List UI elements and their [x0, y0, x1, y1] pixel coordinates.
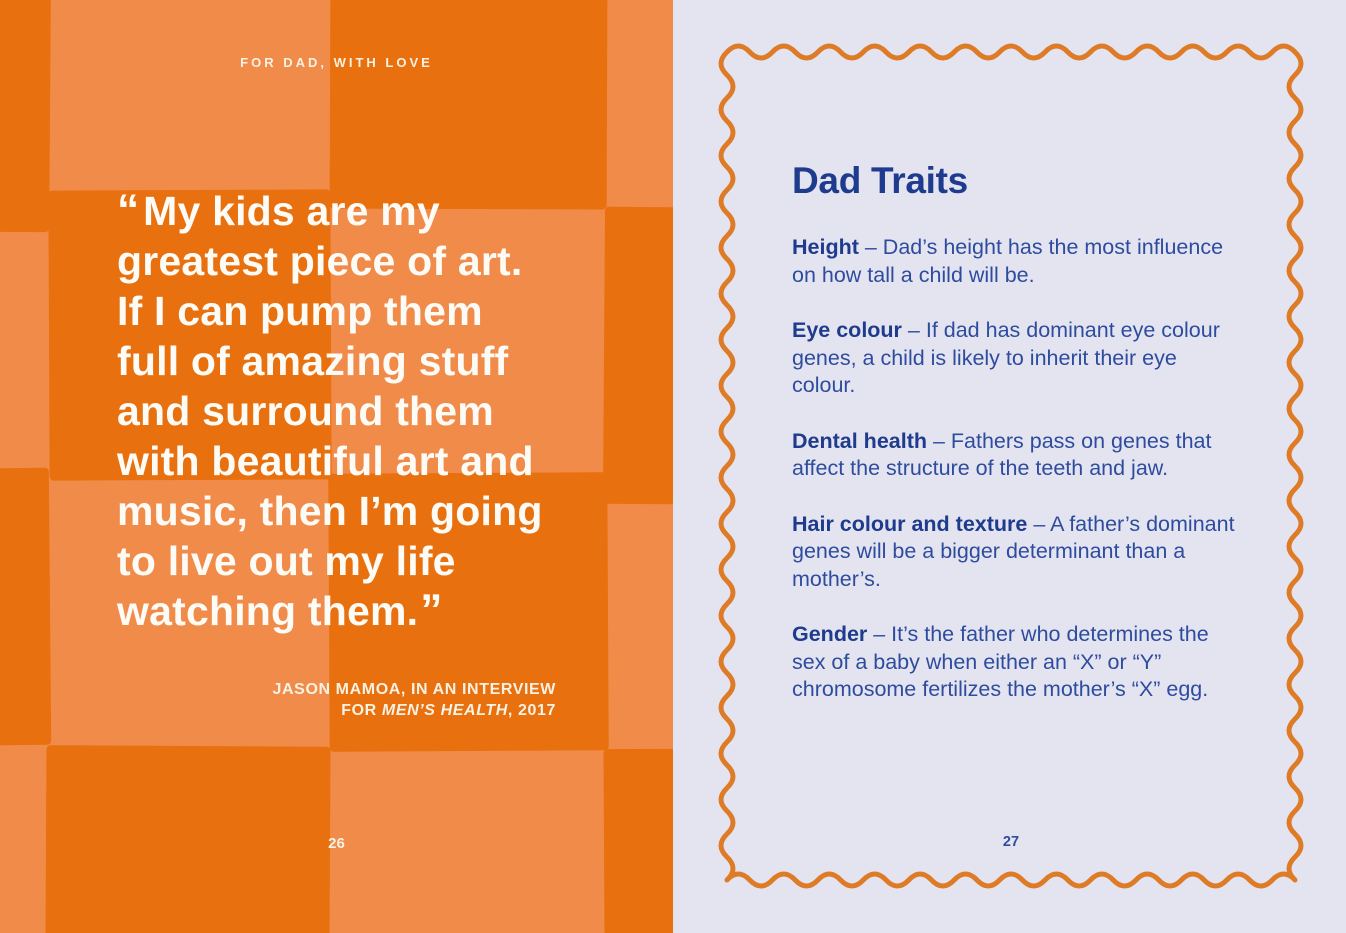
trait-item: Dental health – Fathers pass on genes that affect the structure of the teeth and jaw. — [792, 428, 1212, 480]
running-header: FOR DAD, WITH LOVE — [240, 55, 433, 70]
quote-line: with beautiful art and — [117, 438, 534, 484]
right-page — [673, 0, 1346, 933]
attribution-publication: MEN’S HEALTH — [381, 702, 508, 719]
page-number-left: 26 — [328, 835, 345, 852]
quote-line: If I can pump them — [117, 288, 483, 334]
trait-label: Dental health — [792, 428, 927, 453]
attribution-line2-prefix: FOR — [341, 702, 382, 719]
quote-attribution — [117, 679, 556, 721]
trait-item: Gender – It’s the father who determines the sex of a baby when either an “X” or “Y” chromosome fertilizes the mother’s “X” egg. — [792, 622, 1209, 701]
trait-item: Height – Dad’s height has the most influence on how tall a child will be. — [792, 235, 1224, 287]
quote-line: greatest piece of art. — [117, 238, 523, 284]
quote-line: music, then I’m going — [117, 488, 543, 534]
close-quote-mark: ” — [420, 586, 439, 635]
trait-item: Hair colour and texture – A father’s dominant genes will be a bigger determinant than a mother’s. — [792, 511, 1235, 591]
page-number-right: 27 — [1002, 834, 1020, 850]
quote-line: and surround them — [117, 388, 494, 434]
checker-square-dark — [603, 207, 673, 504]
open-quote-mark: “ — [117, 186, 136, 235]
section-title: Dad Traits — [792, 160, 968, 201]
quote-line: to live out my life — [117, 538, 456, 584]
checker-square-dark — [330, 0, 608, 209]
trait-label: Height — [792, 235, 859, 259]
quote-line: “ My kids are my — [117, 186, 440, 235]
quote-block — [117, 186, 597, 636]
trait-item: Eye colour – If dad has dominant eye colour genes, a child is likely to inherit their eye colour. — [792, 318, 1220, 397]
quote-line: watching them.” — [117, 586, 439, 635]
quote-line: full of amazing stuff — [117, 338, 509, 384]
right-page-content — [792, 160, 1244, 732]
trait-label: Eye colour — [792, 318, 902, 342]
trait-label: Hair colour and texture — [792, 511, 1028, 536]
trait-label: Gender — [792, 622, 868, 646]
traits-list — [792, 234, 1244, 704]
checker-square-dark — [0, 468, 51, 745]
attribution-line2-suffix: , 2017 — [507, 702, 556, 719]
attribution-line1: JASON MAMOA, IN AN INTERVIEW — [272, 681, 556, 698]
attribution-line2 — [117, 700, 556, 721]
checker-square-dark — [0, 0, 51, 232]
